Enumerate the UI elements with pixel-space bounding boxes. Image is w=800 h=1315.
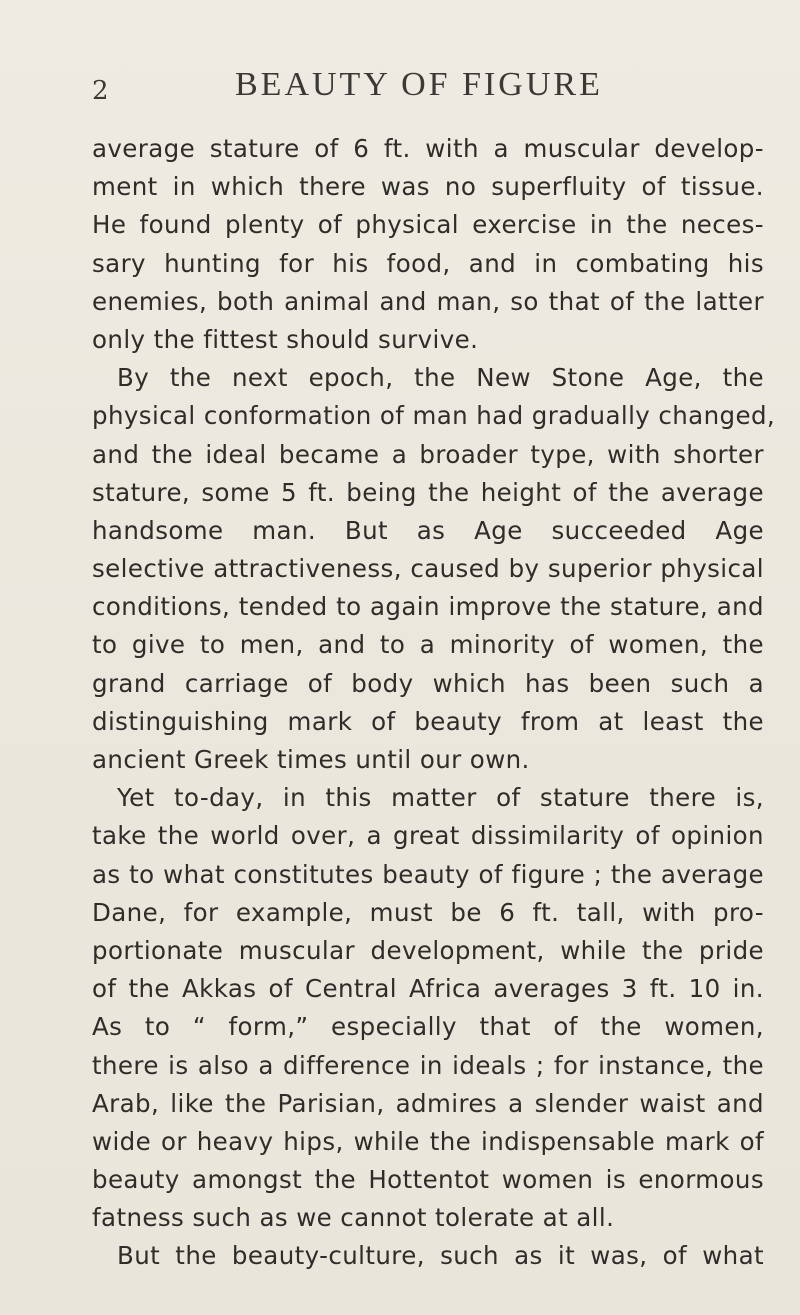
text-line: enemies, both animal and man, so that of the latter <box>92 286 764 316</box>
running-title: BEAUTY OF FIGURE <box>235 66 603 103</box>
text-line: average stature of 6 ft. with a muscular develop- <box>92 134 764 163</box>
text-line: He found plenty of physical exercise in the neces- <box>92 210 764 240</box>
text-line: ment in which there was no superfluity of tissue. <box>92 172 764 202</box>
text-line: beauty amongst the Hottentot women is enormous <box>92 1165 764 1195</box>
text-line: distinguishing mark of beauty from at least the <box>92 706 764 736</box>
text-line: and the ideal became a broader type, with shorter <box>92 439 764 469</box>
text-line: Arab, like the Parisian, admires a slender waist and <box>92 1088 764 1118</box>
text-line: portionate muscular development, while the pride <box>92 935 764 965</box>
text-line: take the world over, a great dissimilarity of opinion <box>92 821 764 851</box>
text-line: As to “ form,” especially that of the women, <box>92 1012 764 1042</box>
text-line: as to what constitutes beauty of figure ; the average <box>92 859 764 889</box>
text-line: Dane, for example, must be 6 ft. tall, with pro- <box>92 897 764 927</box>
text-line: physical conformation of man had gradually changed, <box>92 401 776 431</box>
text-line: Yet to-day, in this matter of stature there is, <box>117 783 764 813</box>
text-line: there is also a difference in ideals ; for instance, the <box>92 1050 764 1080</box>
text-line: sary hunting for his food, and in combating his <box>92 248 764 278</box>
text-line: wide or heavy hips, while the indispensable mark of <box>92 1126 764 1156</box>
text-line: grand carriage of body which has been such a <box>92 668 764 698</box>
text-line: ancient Greek times until our own. <box>92 745 530 774</box>
text-line: selective attractiveness, caused by superior physical <box>92 554 764 584</box>
text-line: By the next epoch, the New Stone Age, the <box>117 363 764 393</box>
page-header <box>92 62 732 112</box>
page-number: 2 <box>92 76 109 106</box>
text-line: handsome man. But as Age succeeded Age <box>92 515 764 545</box>
text-line: only the fittest should survive. <box>92 324 479 354</box>
text-line: to give to men, and to a minority of women, the <box>92 630 764 660</box>
text-line: But the beauty-culture, such as it was, of what <box>117 1241 764 1271</box>
text-line: stature, some 5 ft. being the height of the average <box>92 477 764 507</box>
text-line: of the Akkas of Central Africa averages 3 ft. 10 in. <box>92 974 764 1004</box>
text-line: conditions, tended to again improve the stature, and <box>92 592 764 622</box>
text-line: fatness such as we cannot tolerate at all. <box>92 1203 615 1233</box>
body-text <box>92 130 776 1276</box>
